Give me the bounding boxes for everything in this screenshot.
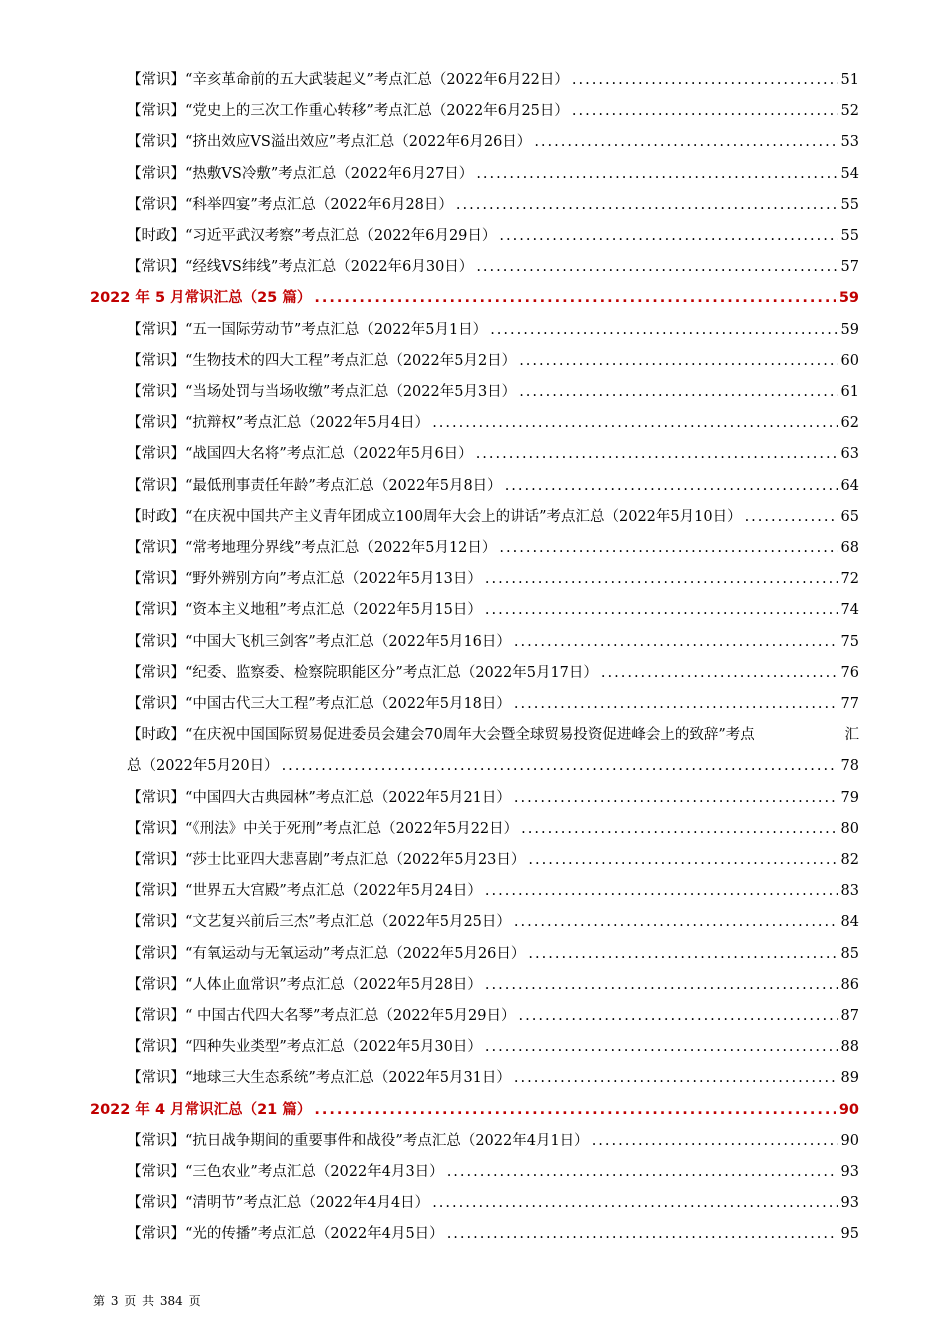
dot-leader <box>505 476 838 496</box>
page-number: 83 <box>840 883 859 900</box>
toc-entry-title: 【常识】“最低刑事责任年龄”考点汇总（2022年5月8日） <box>127 477 502 494</box>
toc-entry[interactable] <box>127 663 859 683</box>
toc-entry-title: 【常识】“五一国际劳动节”考点汇总（2022年5月1日） <box>127 321 488 338</box>
page-number: 68 <box>840 540 859 556</box>
dot-leader <box>519 1006 838 1026</box>
page-number: 82 <box>840 852 859 868</box>
dot-leader <box>447 1162 838 1182</box>
toc-entry[interactable] <box>127 382 859 402</box>
toc-entry-title: 【常识】“三色农业”考点汇总（2022年4月3日） <box>127 1164 444 1180</box>
dot-leader <box>282 756 838 776</box>
page-number: 80 <box>840 820 859 837</box>
toc-entry[interactable] <box>127 101 859 121</box>
toc-entry-title: 【常识】“纪委、监察委、检察院职能区分”考点汇总（2022年5月17日） <box>127 664 598 681</box>
toc-entry[interactable] <box>127 195 859 215</box>
toc-entry[interactable] <box>127 413 859 433</box>
toc-entry-title: 【常识】“清明节”考点汇总（2022年4月4日） <box>127 1195 430 1212</box>
toc-entry[interactable] <box>127 538 859 558</box>
toc-entry-title: 【常识】“常考地理分界线”考点汇总（2022年5月12日） <box>127 540 497 556</box>
dot-leader <box>534 132 837 152</box>
dot-leader <box>485 1037 838 1057</box>
toc-entry-title-continuation: 汇 <box>844 727 859 744</box>
page-number: 76 <box>840 664 859 681</box>
page-number: 59 <box>840 321 859 338</box>
page-number: 90 <box>840 1132 859 1149</box>
dot-leader <box>572 70 838 90</box>
dot-leader <box>432 1193 837 1213</box>
toc-entry-title: 【时政】“习近平武汉考察”考点汇总（2022年6月29日） <box>127 228 497 244</box>
page-number: 75 <box>840 633 859 650</box>
toc-entry-title: 总（2022年5月20日） <box>127 758 279 775</box>
toc-entry-title: 【时政】“在庆祝中国国际贸易促进委员会建会70周年大会暨全球贸易投资促进峰会上的致辞”考点 <box>127 727 755 744</box>
dot-leader <box>519 351 837 371</box>
toc-entry[interactable] <box>127 1224 859 1244</box>
toc-entry[interactable] <box>127 1068 859 1088</box>
toc-entry-title: 【常识】“当场处罚与当场收缴”考点汇总（2022年5月3日） <box>127 384 517 400</box>
dot-leader <box>499 538 837 558</box>
toc-entry[interactable] <box>127 944 859 964</box>
toc-entry-title: 【常识】“文艺复兴前后三杰”考点汇总（2022年5月25日） <box>127 914 511 931</box>
toc-entry[interactable] <box>127 850 859 870</box>
page-number: 85 <box>840 945 859 962</box>
dot-leader <box>528 944 837 964</box>
toc-entry[interactable] <box>127 444 859 464</box>
toc-entry-title: 【常识】“辛亥革命前的五大武装起义”考点汇总（2022年6月22日） <box>127 72 569 88</box>
dot-leader <box>476 257 837 277</box>
dot-leader <box>514 632 838 652</box>
toc-entry[interactable] <box>127 70 859 90</box>
dot-leader <box>514 1068 838 1088</box>
toc-entry-title: 【常识】“热敷VS冷敷”考点汇总（2022年6月27日） <box>127 165 474 182</box>
page-number: 87 <box>840 1008 859 1024</box>
page-number: 88 <box>840 1039 859 1056</box>
toc-entry-title: 【常识】“人体止血常识”考点汇总（2022年5月28日） <box>127 976 482 993</box>
toc-entry-title: 【常识】“抗辩权”考点汇总（2022年5月4日） <box>127 415 430 432</box>
toc-entry[interactable] <box>127 975 859 995</box>
dot-leader <box>485 881 838 901</box>
toc-entry[interactable] <box>127 476 859 496</box>
toc-entry[interactable] <box>127 226 859 246</box>
section-title: 2022 年 4 月常识汇总（21 篇） <box>90 1101 312 1118</box>
toc-entry[interactable] <box>127 569 859 589</box>
toc-entry[interactable] <box>127 320 859 340</box>
toc-entry-title: 【常识】“生物技术的四大工程”考点汇总（2022年5月2日） <box>127 352 517 369</box>
dot-leader <box>514 912 838 932</box>
toc-entry-title: 【常识】“《刑法》中关于死刑”考点汇总（2022年5月22日） <box>127 820 519 837</box>
toc-entry-title: 【常识】“中国古代三大工程”考点汇总（2022年5月18日） <box>127 696 511 712</box>
toc-entry[interactable] <box>127 1037 859 1057</box>
dot-leader <box>521 819 837 839</box>
page-number: 86 <box>840 976 859 993</box>
page-number: 60 <box>840 352 859 369</box>
toc-entry[interactable] <box>127 164 859 184</box>
dot-leader <box>485 600 838 620</box>
page-number: 55 <box>840 196 859 213</box>
dot-leader <box>447 1224 838 1244</box>
toc-entry[interactable] <box>127 756 859 776</box>
page-number: 84 <box>840 914 859 931</box>
dot-leader <box>745 507 838 527</box>
page-number: 55 <box>840 228 859 244</box>
toc-entry-title: 【常识】“党史上的三次工作重心转移”考点汇总（2022年6月25日） <box>127 103 569 120</box>
page-number: 59 <box>838 290 859 307</box>
page-number: 78 <box>840 758 859 775</box>
page-number: 89 <box>840 1070 859 1087</box>
toc-entry[interactable] <box>127 632 859 652</box>
page-number: 65 <box>840 508 859 525</box>
page-number: 93 <box>840 1195 859 1212</box>
page-number: 53 <box>840 134 859 151</box>
toc-entry-title: 【时政】“在庆祝中国共产主义青年团成立100周年大会上的讲话”考点汇总（2022年5月10日） <box>127 508 742 525</box>
page-number: 57 <box>840 259 859 276</box>
dot-leader <box>314 1100 835 1120</box>
page-number: 51 <box>840 72 859 88</box>
page-number: 79 <box>840 789 859 806</box>
toc-entry[interactable] <box>127 1193 859 1213</box>
toc-entry[interactable] <box>127 881 859 901</box>
toc-entry-title: 【常识】“经线VS纬线”考点汇总（2022年6月30日） <box>127 259 474 276</box>
dot-leader <box>528 850 837 870</box>
toc-entry[interactable] <box>127 694 859 714</box>
toc-entry-title: 【常识】“地球三大生态系统”考点汇总（2022年5月31日） <box>127 1070 511 1087</box>
dot-leader <box>485 975 838 995</box>
toc-entry-title: 【常识】“世界五大宫殿”考点汇总（2022年5月24日） <box>127 883 482 900</box>
toc-entry-title: 【常识】“挤出效应VS溢出效应”考点汇总（2022年6月26日） <box>127 134 532 151</box>
toc-entry[interactable] <box>127 912 859 932</box>
toc-entry-title: 【常识】“战国四大名将”考点汇总（2022年5月6日） <box>127 446 473 463</box>
page-number: 52 <box>840 103 859 120</box>
page-number: 62 <box>840 415 859 432</box>
dot-leader <box>476 444 838 464</box>
toc-entry-title: 【常识】“抗日战争期间的重要事件和战役”考点汇总（2022年4月1日） <box>127 1132 589 1149</box>
page-number: 93 <box>840 1164 859 1180</box>
dot-leader <box>499 226 837 246</box>
page-number: 77 <box>840 696 859 712</box>
dot-leader <box>519 382 837 402</box>
dot-leader <box>601 663 838 683</box>
dot-leader <box>592 1131 838 1151</box>
dot-leader <box>432 413 837 433</box>
page-number: 54 <box>840 165 859 182</box>
toc-entry-title: 【常识】“ 中国古代四大名琴”考点汇总（2022年5月29日） <box>127 1008 516 1024</box>
toc-entry[interactable] <box>127 1162 859 1182</box>
toc-section-heading[interactable] <box>90 288 859 308</box>
page-number: 63 <box>840 446 859 463</box>
toc-entry-title: 【常识】“四种失业类型”考点汇总（2022年5月30日） <box>127 1039 482 1056</box>
toc-entry[interactable] <box>127 788 859 808</box>
page-number: 74 <box>840 602 859 619</box>
dot-leader <box>572 101 838 121</box>
section-title: 2022 年 5 月常识汇总（25 篇） <box>90 290 312 307</box>
dot-leader <box>490 320 837 340</box>
toc-entry[interactable] <box>127 132 859 152</box>
toc-entry[interactable] <box>127 507 859 527</box>
toc-entry[interactable] <box>127 1131 859 1151</box>
toc-entry-title: 【常识】“中国大飞机三剑客”考点汇总（2022年5月16日） <box>127 633 511 650</box>
toc-entry[interactable] <box>127 257 859 277</box>
dot-leader <box>476 164 837 184</box>
toc-entry[interactable] <box>127 600 859 620</box>
dot-leader <box>485 569 838 589</box>
dot-leader <box>314 288 835 308</box>
page-footer: 第 3 页 共 384 页 <box>93 1294 201 1308</box>
page-number: 90 <box>838 1101 859 1118</box>
page-number: 61 <box>840 384 859 400</box>
toc-entry[interactable] <box>127 351 859 371</box>
page-number: 72 <box>840 571 859 588</box>
toc-entry-title: 【常识】“中国四大古典园林”考点汇总（2022年5月21日） <box>127 789 511 806</box>
dot-leader <box>514 788 838 808</box>
dot-leader <box>456 195 838 215</box>
toc-entry-title: 【常识】“莎士比亚四大悲喜剧”考点汇总（2022年5月23日） <box>127 852 526 868</box>
dot-leader <box>514 694 838 714</box>
toc-entry-title: 【常识】“光的传播”考点汇总（2022年4月5日） <box>127 1226 444 1243</box>
toc-entry-title: 【常识】“有氧运动与无氧运动”考点汇总（2022年5月26日） <box>127 945 526 962</box>
toc-entry[interactable] <box>127 725 859 745</box>
toc-entry[interactable] <box>127 1006 859 1026</box>
toc-entry[interactable] <box>127 819 859 839</box>
toc-entry-title: 【常识】“科举四宴”考点汇总（2022年6月28日） <box>127 196 453 213</box>
toc-entry-title: 【常识】“野外辨别方向”考点汇总（2022年5月13日） <box>127 571 482 588</box>
page-number: 95 <box>840 1226 859 1243</box>
toc-section-heading[interactable] <box>90 1100 859 1120</box>
page-number: 64 <box>840 477 859 494</box>
toc-entry-title: 【常识】“资本主义地租”考点汇总（2022年5月15日） <box>127 602 482 619</box>
